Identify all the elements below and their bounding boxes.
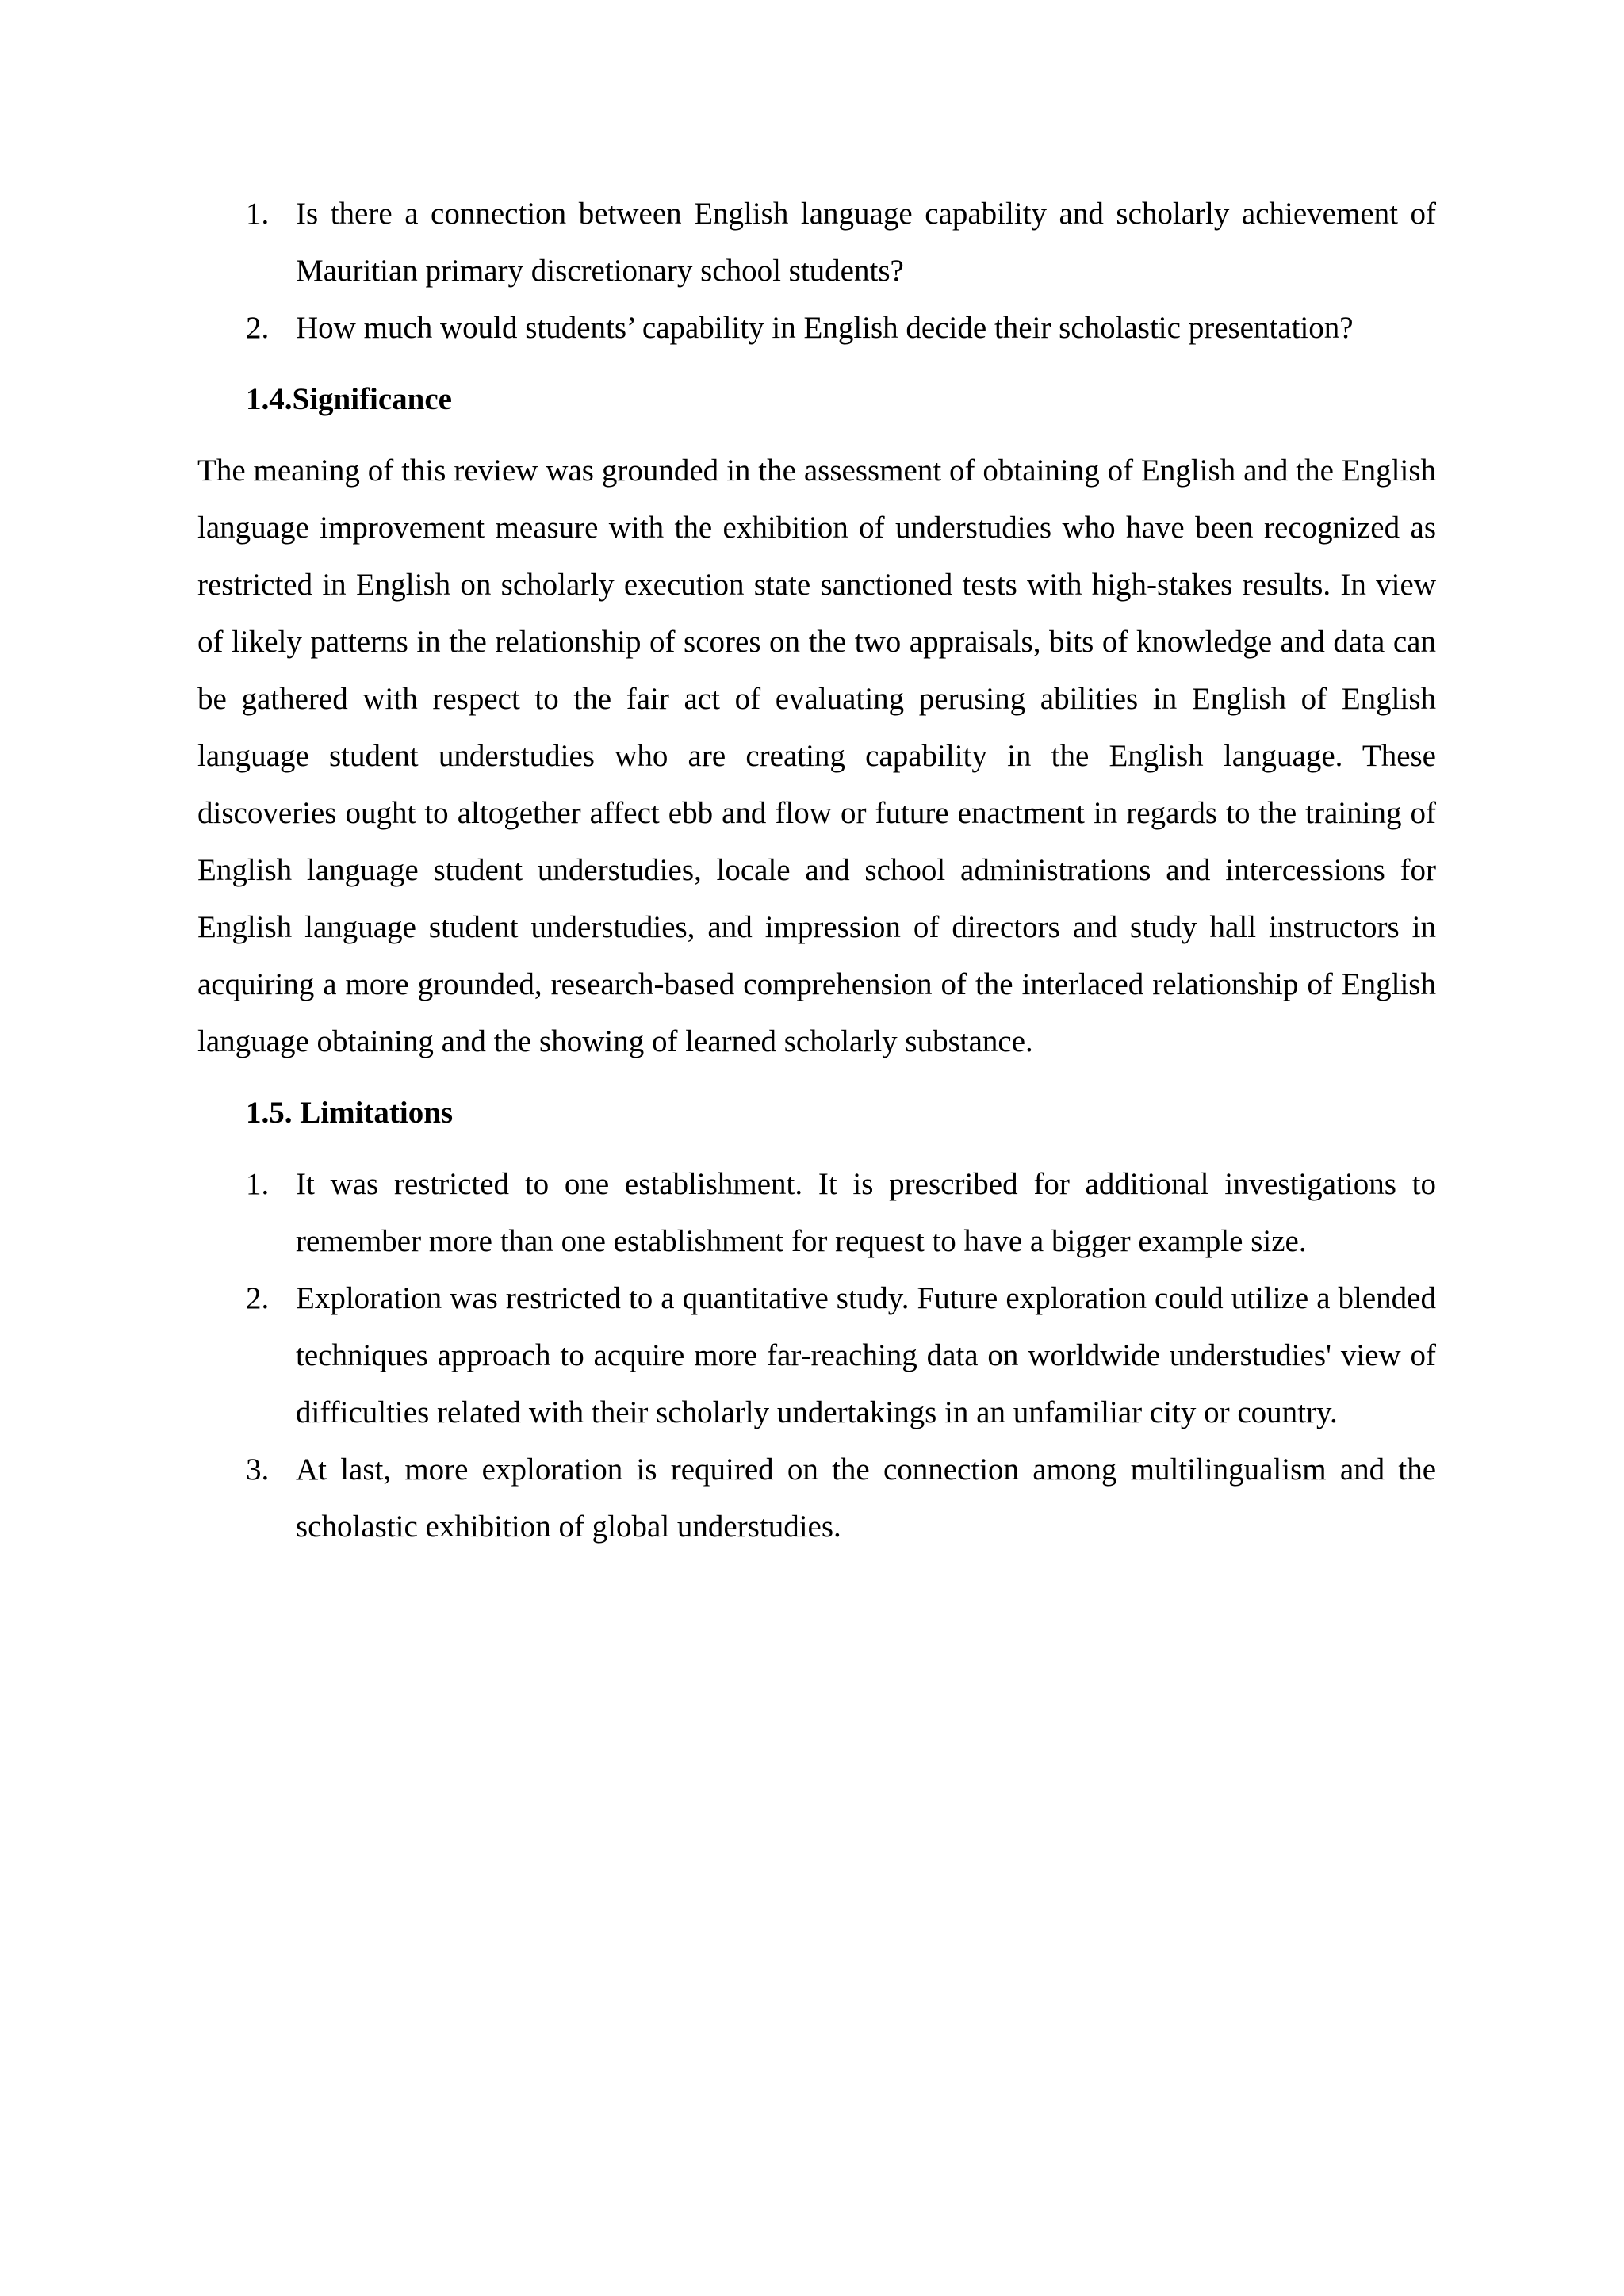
page-content xyxy=(197,186,1436,1556)
list-text: At last, more exploration is required on the connection among multilingualism and the scholastic exhibition of global understudies. xyxy=(296,1452,1436,1544)
list-text: Exploration was restricted to a quantitative study. Future exploration could utilize a blended techniques approach to acquire more far-reaching data on worldwide understudies' view of difficulties related with their scholarly undertakings in an unfamiliar city or country. xyxy=(296,1281,1436,1429)
list-text: It was restricted to one establishment. It is prescribed for additional investigations to remember more than one establishment for request to have a bigger example size. xyxy=(296,1167,1436,1258)
research-questions-list xyxy=(197,186,1436,357)
list-item xyxy=(197,186,1436,300)
list-number: 1. xyxy=(246,197,270,231)
list-text: Is there a connection between English language capability and scholarly achievement of Mauritian primary discretionary school students? xyxy=(296,197,1436,288)
list-item xyxy=(197,300,1436,357)
limitations-heading: 1.5. Limitations xyxy=(246,1096,454,1130)
list-number: 1. xyxy=(246,1167,270,1201)
list-number: 2. xyxy=(246,1281,270,1315)
significance-heading: 1.4.Significance xyxy=(246,382,452,416)
significance-paragraph: The meaning of this review was grounded in the assessment of obtaining of English and the English language improvement measure with the exhibition of understudies who have been recognized as restricted in English on scholarly execution state sanctioned tests with high-stakes results. In view of likely patterns in the relationship of scores on the two appraisals, bits of knowledge and data can be gathered with respect to the fair act of evaluating perusing abilities in English of English language student understudies who are creating capability in the English language. These discoveries ought to altogether affect ebb and flow or future enactment in regards to the training of English language student understudies, locale and school administrations and intercessions for English language student understudies, and impression of directors and study hall instructors in acquiring a more grounded, research-based comprehension of the interlaced relationship of English language obtaining and the showing of learned scholarly substance. xyxy=(197,453,1436,1058)
list-number: 2. xyxy=(246,311,270,345)
list-item xyxy=(197,1270,1436,1441)
list-number: 3. xyxy=(246,1452,270,1487)
limitations-list xyxy=(197,1156,1436,1556)
list-item xyxy=(197,1156,1436,1270)
list-item xyxy=(197,1441,1436,1556)
list-text: How much would students’ capability in English decide their scholastic presentation? xyxy=(296,311,1354,345)
